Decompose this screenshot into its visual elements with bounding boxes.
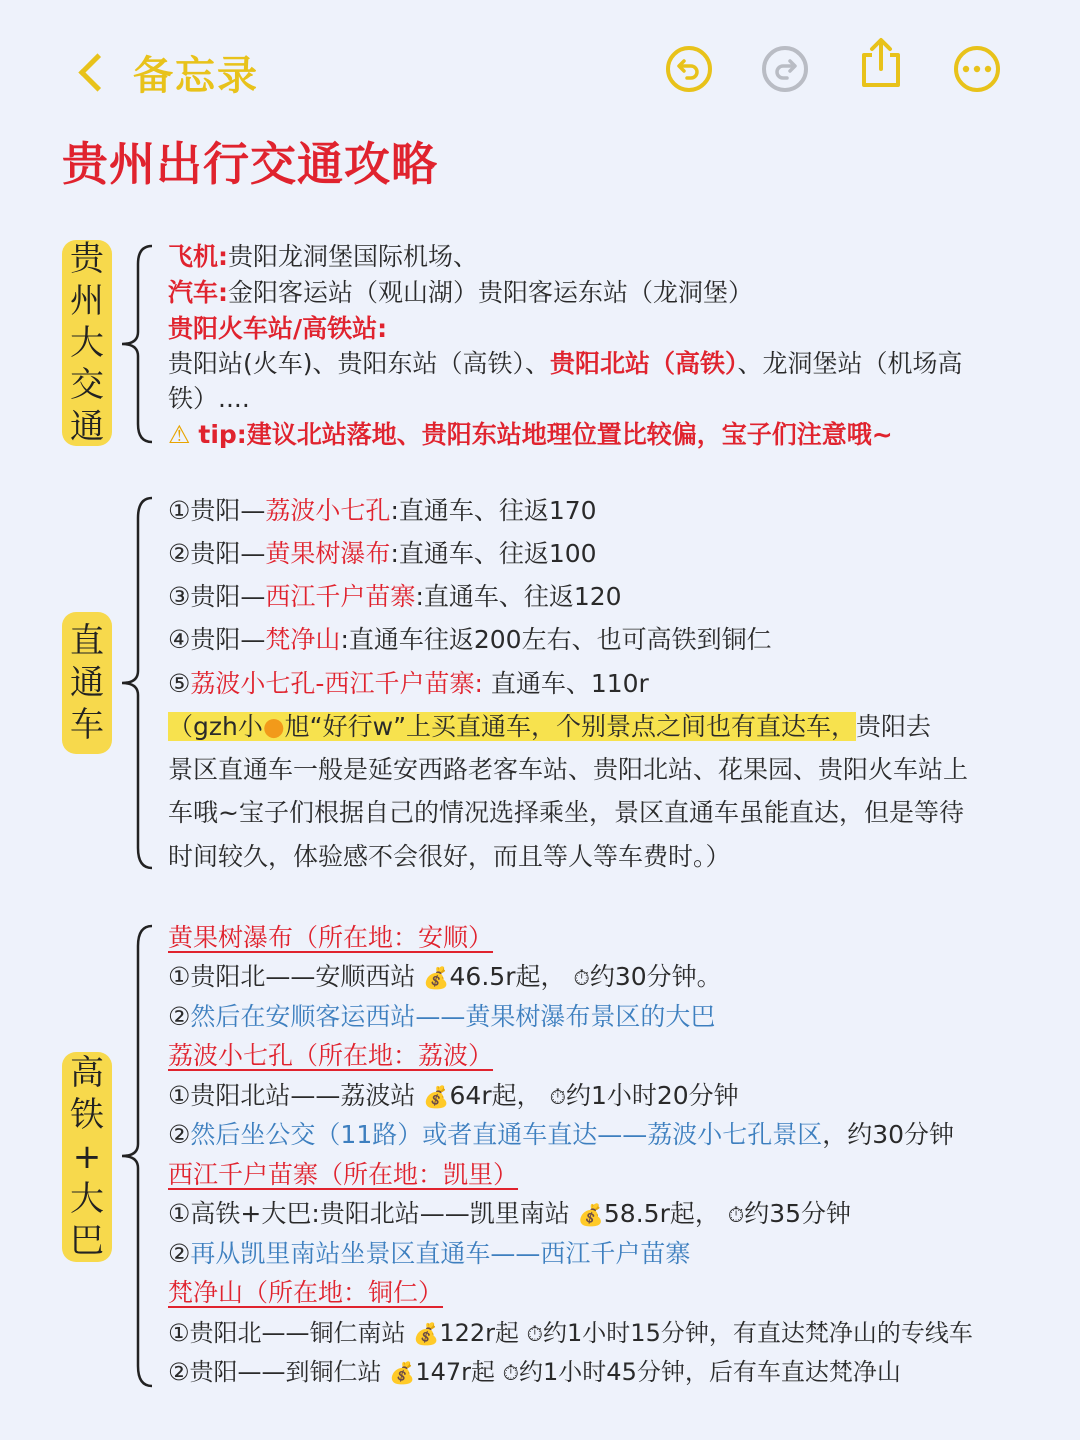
plane-key: 飞机:: [168, 242, 228, 271]
label-char: 巴: [70, 1221, 104, 1261]
note-b: 景区直通车一般是延安西路老客车站、贵阳北站、花果园、贵阳火车站上: [168, 755, 969, 784]
route-info: :直通车往返200左右、也可高铁到铜仁: [340, 625, 772, 654]
route-item: [168, 623, 772, 657]
tip-text: tip:建议北站落地、贵阳东站地理位置比较偏，宝子们注意哦~: [198, 420, 893, 449]
more-button[interactable]: [954, 46, 1000, 92]
transit-price: 46.5r起，: [449, 962, 566, 991]
undo-button[interactable]: [666, 46, 712, 92]
tip-line: [168, 418, 893, 452]
section-label-transport-hubs: [62, 240, 112, 446]
note-c: 车哦~宝子们根据自己的情况选择乘坐，景区直通车虽能直达，但是等待: [168, 798, 964, 827]
note-line: [168, 710, 931, 744]
label-char: 车: [70, 705, 104, 745]
money-bag-icon: 💰: [389, 1361, 416, 1385]
brace-icon: [118, 244, 158, 444]
rail-key: 贵阳火车站/高铁站:: [168, 314, 388, 343]
section-label-direct-bus: [62, 612, 112, 754]
more-icon: [962, 65, 992, 73]
route-info: 直通车、110r: [482, 669, 649, 698]
stopwatch-icon: ⏱: [573, 966, 590, 990]
bus-line: [168, 276, 753, 310]
bus-key: 汽车:: [168, 278, 228, 307]
share-icon: [858, 37, 904, 89]
route-info: :直通车、往返120: [415, 582, 622, 611]
orange-icon: ●: [262, 712, 285, 741]
rail-a: 贵阳站(火车)、贵阳东站（高铁）、: [168, 349, 551, 378]
route-item: [168, 537, 597, 571]
transit-route: ②贵阳——到铜仁站: [168, 1358, 382, 1386]
label-char: 铁: [70, 1095, 104, 1135]
transit-num: ②: [168, 1239, 191, 1268]
transit-item: [168, 1079, 739, 1114]
label-char: 高: [70, 1053, 104, 1093]
route-dest: 梵净山: [265, 625, 341, 654]
note-hl-a: （gzh小: [168, 712, 263, 741]
rail-b: 贵阳北站（高铁）: [550, 349, 738, 378]
transit-time: 约1小时45分钟，后有车直达梵净山: [519, 1358, 901, 1386]
label-char: 州: [70, 281, 104, 321]
transit-route: ①高铁+大巴:贵阳北站——凯里南站: [168, 1199, 570, 1228]
label-char: 通: [70, 663, 104, 703]
transit-item: [168, 1316, 973, 1351]
transit-time: 约1小时15分钟，有直达梵净山的专线车: [543, 1319, 973, 1347]
nav-bar: [0, 0, 1080, 140]
route-prefix: ②贵阳—: [168, 539, 266, 568]
label-char: 直: [70, 621, 104, 661]
transit-time: 约1小时20分钟: [565, 1081, 739, 1110]
route-dest: 荔波小七孔: [265, 496, 391, 525]
money-bag-icon: 💰: [423, 1085, 450, 1109]
stopwatch-icon: ⏱: [549, 1085, 566, 1109]
undo-icon: [676, 57, 702, 81]
money-bag-icon: 💰: [577, 1203, 604, 1227]
route-item: [168, 494, 597, 528]
plane-value: 贵阳龙洞堡国际机场、: [228, 242, 479, 271]
note-d: 时间较久，体验感不会很好，而且等人等车费时。）: [168, 842, 731, 871]
transit-desc: 然后在安顺客运西站——黄果树瀑布景区的大巴: [190, 1002, 716, 1031]
route-item: [168, 580, 622, 614]
destination-heading: 黄果树瀑布（所在地：安顺）: [168, 923, 494, 952]
rail-line: [168, 347, 963, 381]
brace-icon: [118, 924, 158, 1388]
label-char: 通: [70, 407, 104, 447]
label-char: 贵: [70, 239, 104, 279]
rail-d: 铁）....: [168, 384, 250, 413]
label-char: 交: [70, 365, 104, 405]
transit-item: [168, 1118, 954, 1152]
transit-route: ①贵阳北站——荔波站: [168, 1081, 416, 1110]
transit-item: [168, 960, 722, 995]
transit-route: ①贵阳北——铜仁南站: [168, 1319, 406, 1347]
label-char: +: [72, 1137, 102, 1177]
transit-price: 147r起: [415, 1358, 495, 1386]
note-hl-b: 旭“好行w”上买直通车，个别景点之间也有直达车，: [284, 712, 857, 741]
stopwatch-icon: ⏱: [727, 1203, 745, 1227]
note-a: 贵阳去: [856, 712, 932, 741]
section-label-rail-and-bus: [62, 1052, 112, 1262]
transit-price: 64r起，: [449, 1081, 542, 1110]
transit-price: 122r起: [439, 1319, 519, 1347]
page-title: 贵州出行交通攻略: [62, 137, 438, 191]
chevron-left-icon: [78, 53, 116, 91]
label-char: 大: [70, 323, 104, 363]
transit-num: ②: [168, 1002, 191, 1031]
transit-num: ②: [168, 1120, 191, 1149]
route-info: :直通车、往返170: [390, 496, 597, 525]
transit-item: [168, 1355, 901, 1390]
route-prefix: ①贵阳—: [168, 496, 266, 525]
share-button[interactable]: [858, 40, 904, 86]
route-dest: 黄果树瀑布: [265, 539, 391, 568]
brace-icon: [118, 496, 158, 870]
transit-time: ，约30分钟: [822, 1120, 955, 1149]
route-item: [168, 667, 649, 701]
route-prefix: ⑤: [168, 669, 191, 698]
transit-desc: 然后坐公交（11路）或者直通车直达——荔波小七孔景区: [190, 1120, 823, 1149]
route-prefix: ③贵阳—: [168, 582, 266, 611]
route-dest: 西江千户苗寨: [265, 582, 416, 611]
bus-value: 金阳客运站（观山湖）贵阳客运东站（龙洞堡）: [228, 278, 754, 307]
highlight-text: [168, 712, 856, 741]
transit-item: [168, 1000, 715, 1034]
route-prefix: ④贵阳—: [168, 625, 266, 654]
rail-c: 、龙洞堡站（机场高: [737, 349, 963, 378]
money-bag-icon: 💰: [413, 1322, 440, 1346]
stopwatch-icon: ⏱: [502, 1361, 520, 1385]
transit-item: [168, 1197, 851, 1232]
stopwatch-icon: ⏱: [526, 1322, 544, 1346]
back-label: 备忘录: [133, 53, 259, 99]
redo-button[interactable]: [762, 46, 808, 92]
label-char: 大: [70, 1179, 104, 1219]
destination-heading: 西江千户苗寨（所在地：凯里）: [168, 1160, 519, 1189]
transit-route: ①贵阳北——安顺西站: [168, 962, 416, 991]
route-dest: 荔波小七孔-西江千户苗寨:: [190, 669, 483, 698]
redo-icon: [772, 57, 798, 81]
destination-heading: 梵净山（所在地：铜仁）: [168, 1278, 444, 1307]
plane-line: [168, 240, 478, 274]
money-bag-icon: 💰: [423, 966, 450, 990]
transit-price: 58.5r起，: [603, 1199, 720, 1228]
back-button[interactable]: [74, 44, 259, 101]
warning-icon: ⚠: [168, 420, 191, 449]
transit-time: 约30分钟。: [589, 962, 722, 991]
transit-item: [168, 1237, 690, 1271]
destination-heading: 荔波小七孔（所在地：荔波）: [168, 1041, 494, 1070]
route-info: :直通车、往返100: [390, 539, 597, 568]
transit-time: 约35分钟: [744, 1199, 852, 1228]
transit-desc: 再从凯里南站坐景区直通车——西江千户苗寨: [190, 1239, 691, 1268]
